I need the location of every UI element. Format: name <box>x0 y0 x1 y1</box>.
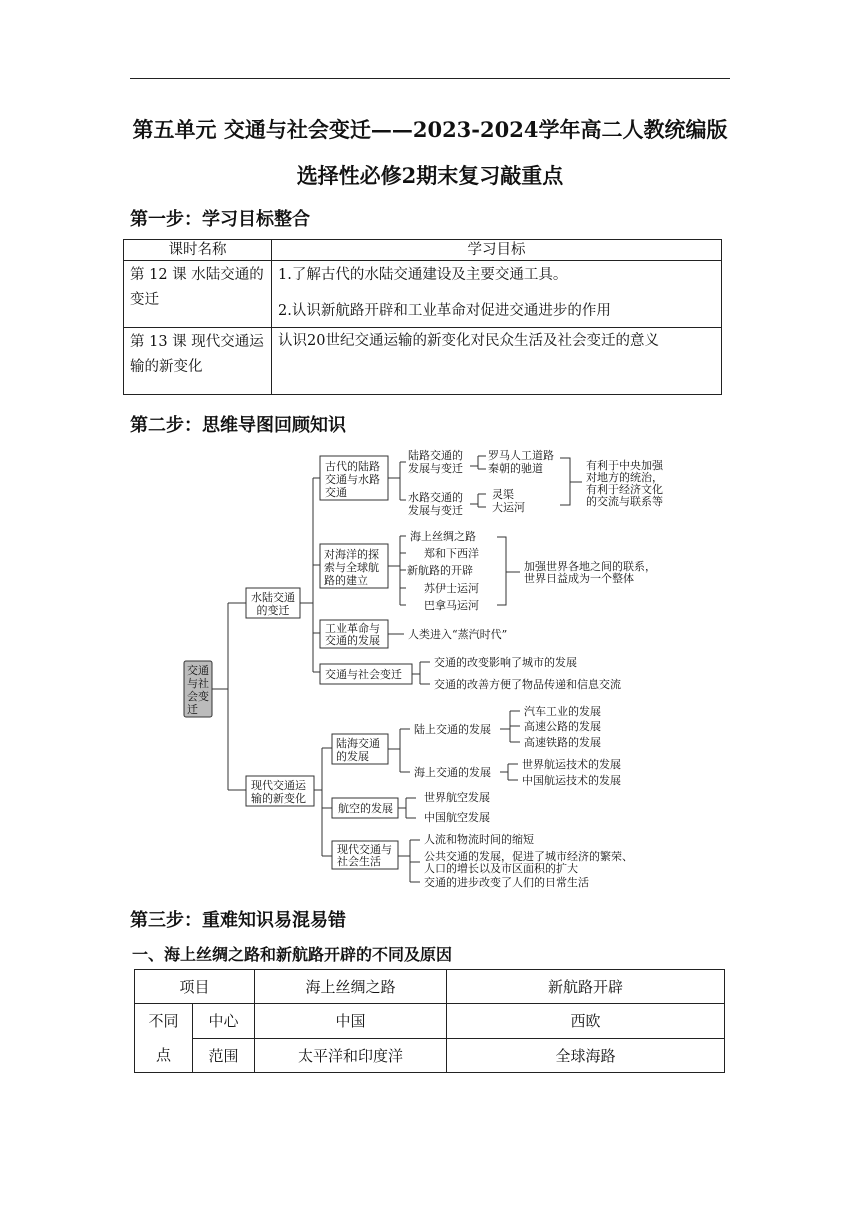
land-item: 罗马人工道路 <box>488 449 554 462</box>
section-1-title: 一、海上丝绸之路和新航路开辟的不同及原因 <box>132 945 453 964</box>
b2-1-connector <box>388 729 410 772</box>
col-lesson-header: 课时名称 <box>124 240 272 261</box>
modern-life-item: 人流和物流时间的缩短 <box>424 833 534 846</box>
land-sea-line2: 的发展 <box>336 750 369 763</box>
root-connector <box>212 603 246 790</box>
row-label: 中心 <box>193 1004 255 1039</box>
group-label-line: 点 <box>155 1046 171 1064</box>
water-route-label1: 水路交通的 <box>408 491 463 504</box>
sea-transport-items-connector <box>500 764 518 780</box>
water-item: 灵渠 <box>492 488 514 501</box>
root-line: 迁 <box>187 703 198 716</box>
row-label: 范围 <box>193 1038 255 1073</box>
root-line: 与社 <box>187 677 209 690</box>
water-route-label2: 发展与变迁 <box>408 504 463 517</box>
branch-b1-label-2: 的变迁 <box>256 604 290 617</box>
industrial-note: 人类进入“蒸汽时代” <box>408 628 508 641</box>
society-item: 交通的改变影响了城市的发展 <box>434 656 577 669</box>
b1-1-connector <box>388 462 406 500</box>
group-label <box>135 1004 193 1073</box>
modern-life-line1: 现代交通与 <box>337 843 392 856</box>
ocean-item: 新航路的开辟 <box>407 564 473 577</box>
land-transport-items-connector <box>500 711 520 742</box>
ancient-note-line: 有利于中央加强 <box>586 459 663 472</box>
ocean-item: 巴拿马运河 <box>424 599 479 612</box>
transport-society-label: 交通与社会变迁 <box>325 668 402 681</box>
aviation-label: 航空的发展 <box>338 802 393 815</box>
land-sea-line1: 陆海交通 <box>336 737 380 750</box>
ocean-item: 海上丝绸之路 <box>410 530 476 543</box>
ancient-note-line: 有利于经济文化 <box>586 483 663 496</box>
aviation-item: 中国航空发展 <box>424 811 490 824</box>
ocean-item: 苏伊士运河 <box>424 582 479 595</box>
step2-heading: 第二步：思维导图回顾知识 <box>130 415 346 436</box>
header-new-route: 新航路开辟 <box>447 970 725 1004</box>
ocean-line2: 索与全球航 <box>324 561 379 574</box>
cell-silk: 中国 <box>255 1004 447 1039</box>
land-route-label2: 发展与变迁 <box>408 462 463 475</box>
ocean-note-line: 世界日益成为一个整体 <box>524 572 634 585</box>
goal-item: 2.认识新航路开辟和工业革命对促进交通进步的作用 <box>278 303 611 319</box>
society-item: 交通的改善方便了物品传递和信息交流 <box>434 678 621 691</box>
aviation-item: 世界航空发展 <box>424 791 490 804</box>
branch-b1-label <box>251 590 295 604</box>
ancient-line2: 交通与水路 <box>325 473 380 486</box>
branch-b2-line2: 输的新变化 <box>251 792 306 805</box>
aviation-connector <box>398 798 416 818</box>
table-row <box>135 1038 725 1073</box>
branch-b2-line1: 现代交通运 <box>251 779 306 792</box>
doc-title-line1: 第五单元 交通与社会变迁——2023-2024学年高二人教统编版 <box>132 117 728 142</box>
col-goal-header: 学习目标 <box>272 240 722 261</box>
root-line: 会变 <box>187 690 209 703</box>
land-transport-item: 汽车工业的发展 <box>524 705 601 718</box>
modern-life-line2: 社会生活 <box>337 855 381 868</box>
ancient-note-line: 的交流与联系等 <box>586 495 663 508</box>
land-item: 秦朝的驰道 <box>488 462 543 475</box>
ocean-item: 郑和下西洋 <box>424 547 479 560</box>
water-item: 大运河 <box>492 501 525 514</box>
header-item: 项目 <box>135 970 255 1004</box>
b1-line: 水陆交通 <box>251 591 295 604</box>
b2-connector <box>314 748 332 856</box>
land-transport-label: 陆上交通的发展 <box>414 723 491 736</box>
land-items-connector <box>470 456 486 469</box>
land-transport-item: 高速铁路的发展 <box>524 736 601 749</box>
cell-route: 西欧 <box>447 1004 725 1039</box>
root-line: 交通 <box>187 664 209 677</box>
cell-route: 全球海路 <box>447 1038 725 1073</box>
land-transport-item: 高速公路的发展 <box>524 720 601 733</box>
lesson-name: 第 13 课 现代交通运输的新变化 <box>124 328 272 395</box>
ocean-items-connector <box>388 536 406 605</box>
goal-item: 认识20世纪交通运输的新变化对民众生活及社会变迁的意义 <box>272 328 722 395</box>
ocean-line1: 对海洋的探 <box>324 548 379 561</box>
ocean-note-line: 加强世界各地之间的联系， <box>524 560 656 573</box>
ancient-line1: 古代的陆路 <box>325 460 380 473</box>
comparison-table <box>134 969 725 1073</box>
sea-transport-item: 世界航运技术的发展 <box>522 758 621 771</box>
modern-life-item: 公共交通的发展，促进了城市经济的繁荣、 <box>424 850 633 863</box>
step1-heading: 第一步：学习目标整合 <box>130 209 310 230</box>
sea-transport-label: 海上交通的发展 <box>414 766 491 779</box>
doc-title-line2: 选择性必修2期末复习敲重点 <box>296 163 564 188</box>
modern-life-connector <box>398 840 420 882</box>
step3-heading: 第三步：重难知识易混易错 <box>130 910 346 931</box>
water-items-connector <box>470 494 486 507</box>
ancient-bracket <box>560 458 582 505</box>
sea-transport-item: 中国航运技术的发展 <box>522 774 621 787</box>
table-row <box>135 1004 725 1039</box>
lesson-name: 第 12 课 水陆交通的变迁 <box>124 261 272 328</box>
ancient-note-line: 对地方的统治， <box>586 471 663 484</box>
cell-silk: 太平洋和印度洋 <box>255 1038 447 1073</box>
industrial-line1: 工业革命与 <box>325 622 380 635</box>
b1-connector <box>300 478 320 672</box>
modern-life-item: 人口的增长以及市区面积的扩大 <box>424 862 578 875</box>
land-route-label1: 陆路交通的 <box>408 449 463 462</box>
industrial-line2: 交通的发展 <box>325 634 380 647</box>
group-label-line: 不同 <box>148 1012 179 1030</box>
ocean-bracket <box>497 537 520 605</box>
goal-item: 1.了解古代的水陆交通建设及主要交通工具。 <box>278 267 568 283</box>
ocean-line3: 路的建立 <box>324 574 368 587</box>
ancient-line3: 交通 <box>325 486 347 499</box>
header-silk-road: 海上丝绸之路 <box>255 970 447 1004</box>
modern-life-item: 交通的进步改变了人们的日常生活 <box>424 876 589 889</box>
table-row <box>135 970 725 1004</box>
b1-4-connector <box>412 662 430 684</box>
